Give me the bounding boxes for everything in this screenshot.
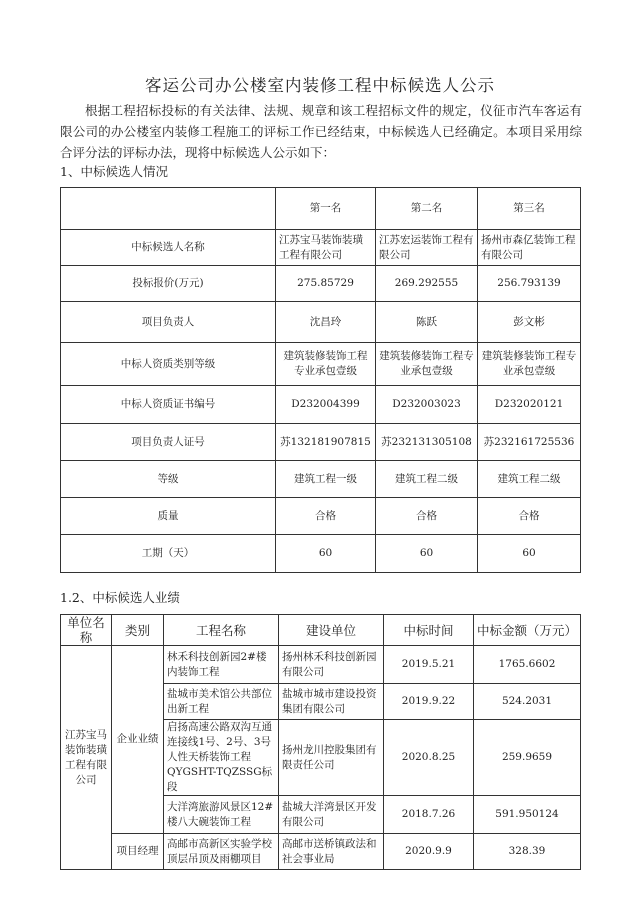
table-row — [61, 343, 581, 386]
table-row — [61, 535, 581, 573]
table-row — [61, 498, 581, 535]
project-cell: 启扬高速公路双沟互通连接线1号、2号、3号人性天桥装饰工程QYGSHT-TQZSSG标段 — [164, 720, 279, 796]
table-cell: 建筑装修装饰工程专业承包壹级 — [376, 343, 478, 386]
table-header-row — [61, 615, 581, 646]
owner-cell: 盐城大洋湾景区开发有限公司 — [279, 796, 384, 834]
project-cell: 大洋湾旅游风景区12#楼八大碗装饰工程 — [164, 796, 279, 834]
candidates-table — [60, 187, 581, 573]
table-row — [61, 302, 581, 343]
amount-cell: 524.2031 — [474, 684, 581, 720]
row-label: 投标报价(万元) — [61, 266, 276, 302]
table-row — [61, 230, 581, 266]
table-cell: D232004399 — [276, 386, 376, 424]
column-header: 单位名称 — [61, 615, 112, 646]
table-row — [61, 188, 581, 230]
table-cell: 建筑装修装饰工程专业承包壹级 — [478, 343, 581, 386]
company-cell: 江苏宝马装饰装璜工程有限公司 — [61, 646, 112, 870]
amount-cell: 328.39 — [474, 834, 581, 870]
table-cell: 275.85729 — [276, 266, 376, 302]
rank-header: 第二名 — [376, 188, 478, 230]
owner-cell: 扬州林禾科技创新园有限公司 — [279, 646, 384, 684]
date-cell: 2019.5.21 — [384, 646, 474, 684]
row-label: 工期（天） — [61, 535, 276, 573]
row-label: 中标人资质证书编号 — [61, 386, 276, 424]
table-row — [61, 266, 581, 302]
document-title: 客运公司办公楼室内装修工程中标候选人公示 — [145, 76, 495, 95]
row-label: 中标人资质类别等级 — [61, 343, 276, 386]
table-cell: 陈跃 — [376, 302, 478, 343]
table-cell: 256.793139 — [478, 266, 581, 302]
table-cell: 苏232161725536 — [478, 424, 581, 461]
table-cell: 江苏宏运装饰工程有限公司 — [376, 230, 478, 266]
table-cell: 合格 — [478, 498, 581, 535]
table-cell: 建筑工程一级 — [276, 461, 376, 498]
amount-cell: 259.9659 — [474, 720, 581, 796]
section-heading-1: 1、中标候选人情况 — [60, 164, 168, 179]
date-cell: 2020.9.9 — [384, 834, 474, 870]
date-cell: 2020.8.25 — [384, 720, 474, 796]
column-header: 类别 — [112, 615, 164, 646]
rank-header: 第三名 — [478, 188, 581, 230]
table-row — [61, 424, 581, 461]
table-cell: 苏232131305108 — [376, 424, 478, 461]
project-cell: 盐城市美术馆公共部位出新工程 — [164, 684, 279, 720]
table-cell: 269.292555 — [376, 266, 478, 302]
row-label: 中标候选人名称 — [61, 230, 276, 266]
table-row — [61, 461, 581, 498]
table-cell: 建筑工程二级 — [376, 461, 478, 498]
column-header: 工程名称 — [164, 615, 279, 646]
date-cell: 2019.9.22 — [384, 684, 474, 720]
table-row — [61, 834, 581, 870]
rank-header: 第一名 — [276, 188, 376, 230]
owner-cell: 扬州龙川控股集团有限责任公司 — [279, 720, 384, 796]
row-label: 质量 — [61, 498, 276, 535]
date-cell: 2018.7.26 — [384, 796, 474, 834]
table-cell: 60 — [276, 535, 376, 573]
row-label: 项目负责人 — [61, 302, 276, 343]
row-label: 项目负责人证号 — [61, 424, 276, 461]
owner-cell: 高邮市送桥镇政法和社会事业局 — [279, 834, 384, 870]
column-header: 建设单位 — [279, 615, 384, 646]
table-cell: 合格 — [276, 498, 376, 535]
table-row — [61, 386, 581, 424]
table-cell: 60 — [376, 535, 478, 573]
table-cell: 60 — [478, 535, 581, 573]
amount-cell: 591.950124 — [474, 796, 581, 834]
table-cell: D232020121 — [478, 386, 581, 424]
column-header: 中标时间 — [384, 615, 474, 646]
section-heading-2: 1.2、中标候选人业绩 — [60, 590, 180, 605]
table-row — [61, 646, 581, 684]
table-cell: 建筑工程二级 — [478, 461, 581, 498]
owner-cell: 盐城市城市建设投资集团有限公司 — [279, 684, 384, 720]
project-cell: 林禾科技创新园2#楼内装饰工程 — [164, 646, 279, 684]
column-header: 中标金额（万元） — [474, 615, 581, 646]
table-cell: 彭文彬 — [478, 302, 581, 343]
intro-paragraph: 根据工程招标投标的有关法律、法规、规章和该工程招标文件的规定，仪征市汽车客运有限公司的办公楼室内装修工程施工的评标工作已经结束，中标候选人已经确定。本项目采用综合评分法的评标办法，现将中标候选人公示如下： — [60, 103, 582, 160]
table-cell: D232003023 — [376, 386, 478, 424]
table-cell — [61, 188, 276, 230]
amount-cell: 1765.6602 — [474, 646, 581, 684]
category-cell: 企业业绩 — [112, 646, 164, 834]
table-cell: 沈昌玲 — [276, 302, 376, 343]
performance-table — [60, 614, 581, 870]
table-cell: 建筑装修装饰工程专业承包壹级 — [276, 343, 376, 386]
table-cell: 苏132181907815 — [276, 424, 376, 461]
category-cell: 项目经理 — [112, 834, 164, 870]
project-cell: 高邮市高新区实验学校顶层吊顶及雨棚项目 — [164, 834, 279, 870]
table-cell: 扬州市森亿装饰工程有限公司 — [478, 230, 581, 266]
table-cell: 合格 — [376, 498, 478, 535]
row-label: 等级 — [61, 461, 276, 498]
table-cell: 江苏宝马装饰装璜工程有限公司 — [276, 230, 376, 266]
